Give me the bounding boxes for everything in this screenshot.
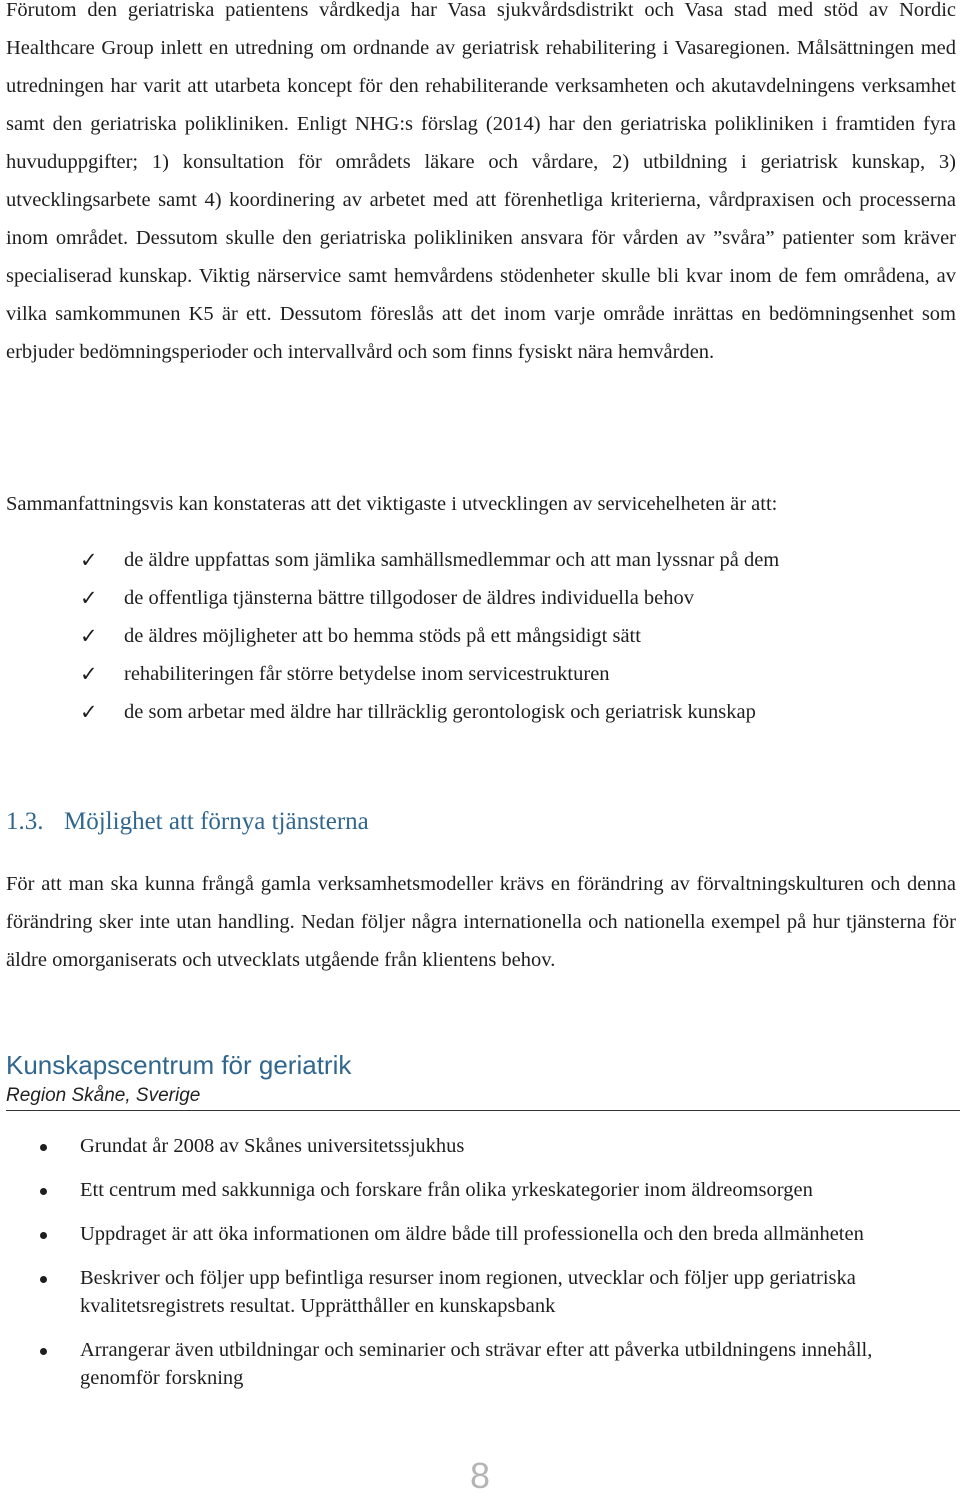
list-item-text: Ett centrum med sakkunniga och forskare från olika yrkeskategorier inom äldreomsorgen — [80, 1179, 813, 1201]
list-item-text: Arrangerar även utbildningar och seminarier och strävar efter att påverka utbildningens innehåll, genomför forskning — [80, 1339, 873, 1389]
divider — [6, 1110, 960, 1111]
list-item — [0, 1176, 960, 1204]
section-number: 1.3. — [6, 808, 44, 835]
list-item-text: Beskriver och följer upp befintliga resurser inom regionen, utvecklar och följer upp geriatriska kvalitetsregistrets resultat. Upprätthåller en kunskapsbank — [80, 1267, 856, 1317]
bullet-icon — [40, 1188, 47, 1195]
checklist-item — [0, 541, 960, 579]
checklist-item-text: de äldre uppfattas som jämlika samhällsmedlemmar och att man lyssnar på dem — [124, 549, 780, 571]
section-title: Möjlighet att förnya tjänsterna — [64, 808, 369, 835]
checklist-item — [0, 617, 960, 655]
list-item — [0, 1264, 960, 1320]
checklist-item-text: de som arbetar med äldre har tillräcklig gerontologisk och geriatrisk kunskap — [124, 701, 756, 723]
checkmark-icon: ✓ — [80, 624, 98, 648]
bullet-icon — [40, 1144, 47, 1151]
checkmark-icon: ✓ — [80, 548, 98, 572]
checkmark-icon: ✓ — [80, 662, 98, 686]
bullet-icon — [40, 1276, 47, 1283]
checklist-item-text: de äldres möjligheter att bo hemma stöds på ett mångsidigt sätt — [124, 625, 641, 647]
checkmark-icon: ✓ — [80, 700, 98, 724]
checklist-item — [0, 693, 960, 731]
list-item-text: Uppdraget är att öka informationen om äldre både till professionella och den breda allmänheten — [80, 1223, 864, 1245]
example-bullet-list — [0, 1132, 960, 1408]
list-item — [0, 1336, 960, 1392]
checklist-item-text: rehabiliteringen får större betydelse inom servicestrukturen — [124, 663, 610, 685]
page-number: 8 — [469, 1455, 491, 1496]
checklist-item-text: de offentliga tjänsterna bättre tillgodoser de äldres individuella behov — [124, 587, 695, 609]
checklist-item — [0, 655, 960, 693]
bullet-icon — [40, 1232, 47, 1239]
example-title: Kunskapscentrum för geriatrik — [6, 1050, 352, 1080]
paragraph-summary-intro: Sammanfattningsvis kan konstateras att det viktigaste i utvecklingen av servicehelheten är att: — [6, 493, 778, 515]
section-heading — [6, 808, 369, 836]
checkmark-icon: ✓ — [80, 586, 98, 610]
development-checklist — [0, 541, 960, 731]
paragraph-geriatric-rehabilitation: Förutom den geriatriska patientens vårdkedja har Vasa sjukvårdsdistrikt och Vasa stad med stöd av Nordic Healthcare Group inlett en utredning om ordnande av geriatrisk rehabilitering i Vasaregionen. Målsättningen med utredningen har varit att utarbeta koncept för den rehabiliterande verksamheten och akutavdelningens verksamhet samt den geriatriska polikliniken. Enligt NHG:s förslag (2014) har den geriatriska polikliniken i framtiden fyra huvuduppgifter; 1) konsultation för områdets läkare och vårdare, 2) utbildning i geriatrisk kunskap, 3) utvecklingsarbete samt 4) koordinering av arbetet med att förenhetliga kriterierna, vårdpraxisen och processerna inom området. Dessutom skulle den geriatriska polikliniken ansvara för vården av ”svåra” patienter som kräver specialiserad kunskap. Viktig närservice samt hemvårdens stödenheter skulle bli kvar inom de fem områdena, av vilka samkommunen K5 är ett. Dessutom föreslås att det inom varje område inrättas en bedömningsenhet som erbjuder bedömningsperioder och intervallvård och som finns fysiskt nära hemvården. — [6, 0, 956, 363]
list-item-text: Grundat år 2008 av Skånes universitetssjukhus — [80, 1135, 465, 1157]
example-subtitle: Region Skåne, Sverige — [6, 1085, 201, 1106]
bullet-icon — [40, 1348, 47, 1355]
list-item — [0, 1220, 960, 1248]
paragraph-renewal: För att man ska kunna frångå gamla verksamhetsmodeller krävs en förändring av förvaltningskulturen och denna förändring sker inte utan handling. Nedan följer några internationella och nationella exempel på hur tjänsterna för äldre omorganiserats och utvecklats utgående från klientens behov. — [6, 873, 956, 971]
list-item — [0, 1132, 960, 1160]
checklist-item — [0, 579, 960, 617]
